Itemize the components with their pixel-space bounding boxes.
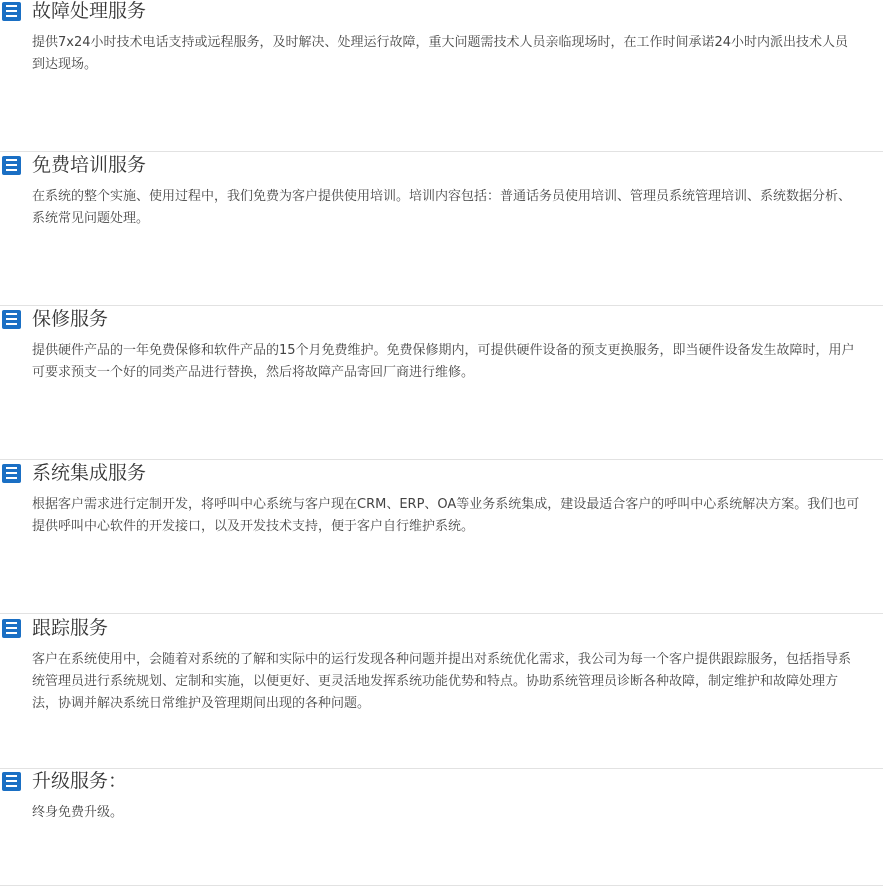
section-fault-handling (0, 0, 883, 152)
section-title: 系统集成服务 (32, 462, 147, 484)
section-header (2, 615, 108, 641)
section-description: 根据客户需求进行定制开发，将呼叫中心系统与客户现在CRM、ERP、OA等业务系统集成，建设最适合客户的呼叫中心系统解决方案。我们也可提供呼叫中心软件的开发接口，以及开发技术支持，便于客户自行维护系统。 (32, 497, 860, 534)
section-header (2, 306, 108, 332)
section-title: 故障处理服务 (32, 0, 147, 22)
list-icon (2, 619, 21, 638)
section-upgrade (0, 768, 883, 886)
list-icon (2, 2, 21, 21)
section-header (2, 0, 146, 24)
section-title: 跟踪服务 (32, 617, 109, 639)
section-description: 终身免费升级。 (32, 805, 124, 820)
section-warranty (0, 306, 883, 460)
section-title: 免费培训服务 (32, 154, 147, 176)
section-title: 升级服务： (32, 770, 128, 792)
section-system-integration (0, 460, 883, 614)
list-icon (2, 772, 21, 791)
section-title: 保修服务 (32, 308, 109, 330)
list-icon (2, 156, 21, 175)
section-header (2, 768, 127, 794)
section-header (2, 460, 146, 486)
section-description: 客户在系统使用中，会随着对系统的了解和实际中的运行发现各种问题并提出对系统优化需求，我公司为每一个客户提供跟踪服务，包括指导系统管理员进行系统规划、定制和实施，以便更好、更灵活地发挥系统功能优势和特点。协助系统管理员诊断各种故障，制定维护和故障处理方法，协调并解决系统日常维护及管理期间出现的各种问题。 (32, 652, 852, 711)
section-tracking (0, 615, 883, 769)
section-header (2, 152, 146, 178)
section-description: 提供7x24小时技术电话支持或远程服务，及时解决、处理运行故障，重大问题需技术人员亲临现场时，在工作时间承诺24小时内派出技术人员到达现场。 (32, 35, 849, 72)
section-description: 提供硬件产品的一年免费保修和软件产品的15个月免费维护。免费保修期内，可提供硬件设备的预支更换服务，即当硬件设备发生故障时，用户可要求预支一个好的同类产品进行替换，然后将故障产品寄回厂商进行维修。 (32, 343, 855, 380)
list-icon (2, 310, 21, 329)
list-icon (2, 464, 21, 483)
section-description: 在系统的整个实施、使用过程中，我们免费为客户提供使用培训。培训内容包括：普通话务员使用培训、管理员系统管理培训、系统数据分析、系统常见问题处理。 (32, 189, 852, 226)
section-free-training (0, 152, 883, 306)
